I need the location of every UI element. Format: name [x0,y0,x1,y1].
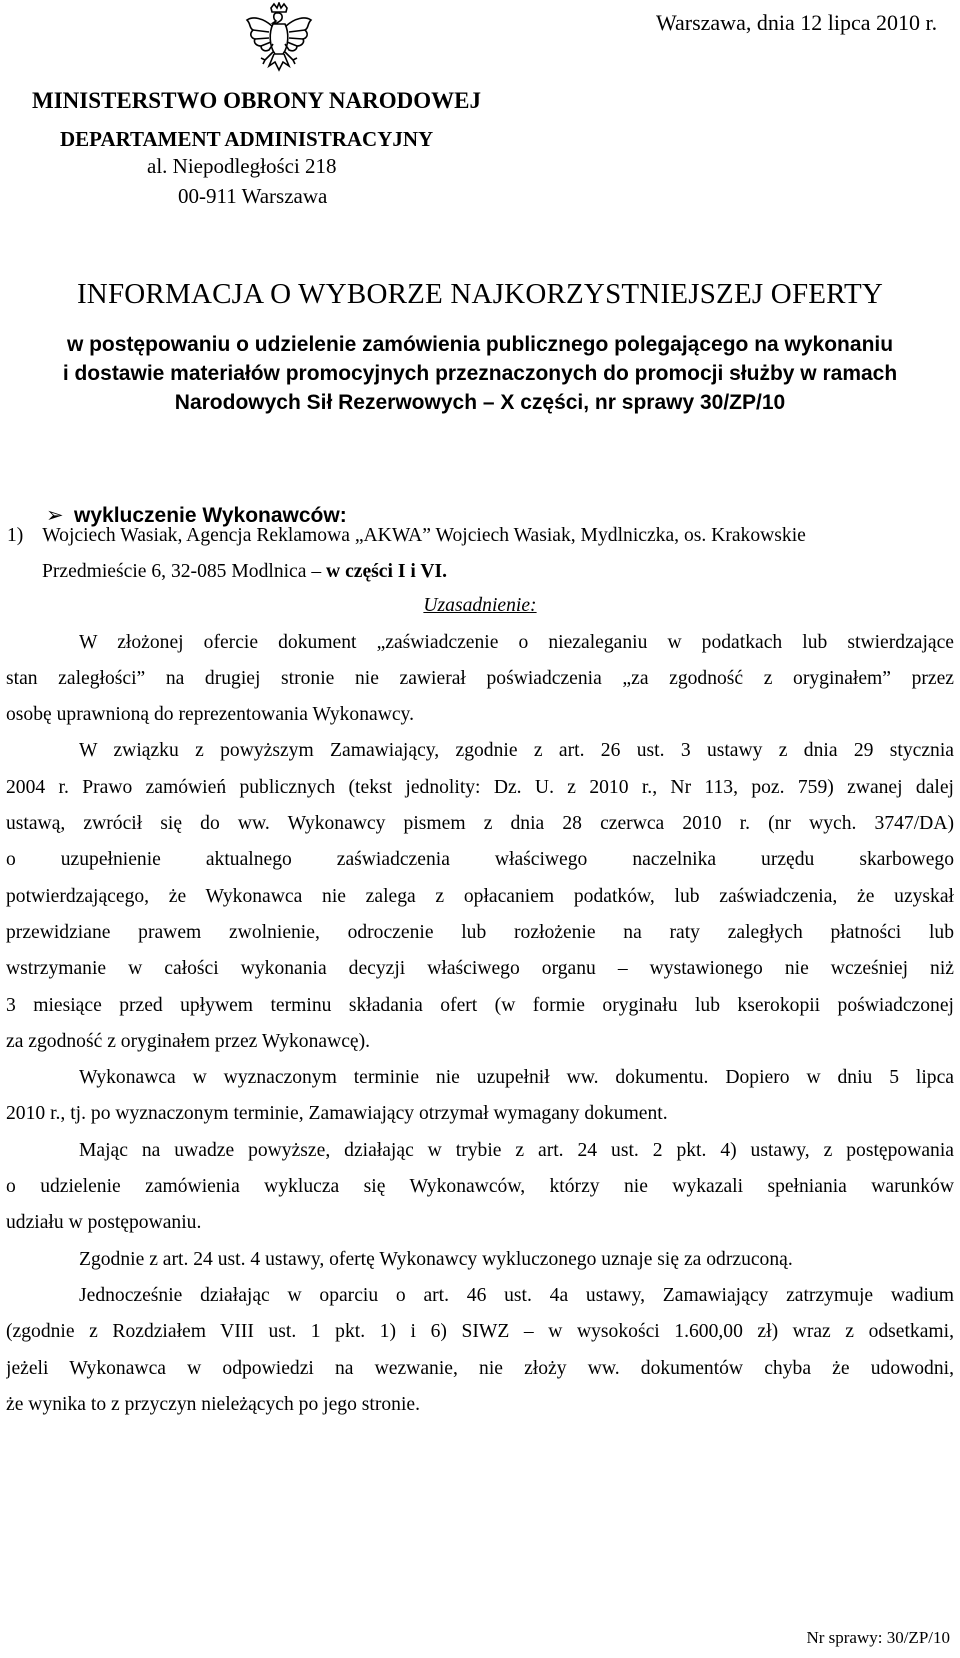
paragraph-line: (zgodnie z Rozdziałem VIII ust. 1 pkt. 1) i 6) SIWZ – w wysokości 1.600,00 zł) wraz z odsetkami, [6,1321,954,1343]
document-title: INFORMACJA O WYBORZE NAJKORZYSTNIEJSZEJ OFERTY [76,278,884,310]
paragraph-line: za zgodność z oryginałem przez Wykonawcę). [6,1030,371,1052]
document-subtitle [0,330,960,417]
polish-eagle-emblem-icon [243,2,315,78]
paragraph-line: o uzupełnienie aktualnego zaświadczenia właściwego naczelnika urzędu skarbowego [6,849,954,871]
sender-ministry: MINISTERSTWO OBRONY NARODOWEJ [32,88,481,113]
paragraph-line: o udzielenie zamówienia wyklucza się Wykonawców, którzy nie wykazali spełniania warunków [6,1176,954,1198]
document-body [6,518,954,1423]
subtitle-line: w postępowaniu o udzielenie zamówienia publicznego polegającego na wykonaniu [66,333,894,356]
paragraph-line: 2010 r., tj. po wyznaczonym terminie, Zamawiający otrzymał wymagany dokument. [6,1103,668,1125]
paragraph-line: udziału w postępowaniu. [6,1212,202,1234]
arrow-bullet-icon: ➢ [46,504,64,527]
excluded-contractor-item [6,518,954,554]
justification-label: Uzasadnienie: [423,594,537,616]
paragraph-line: ustawą, zwrócił się do ww. Wykonawcy pismem z dnia 28 czerwca 2010 r. (nr wych. 3747/DA) [6,813,954,835]
paragraph-line: Zgodnie z art. 24 ust. 4 ustawy, ofertę Wykonawcy wykluczonego uznaje się za odrzuconą. [79,1248,793,1270]
sender-street: al. Niepodległości 218 [147,154,337,178]
item-line-plain: Przedmieście 6, 32-085 Modlnica – [42,561,327,583]
paragraph-line: jeżeli Wykonawca w odpowiedzi na wezwanie, nie złoży ww. dokumentów chyba że udowodni, [6,1357,954,1379]
paragraph-line: W związku z powyższym Zamawiający, zgodnie z art. 26 ust. 3 ustawy z dnia 29 stycznia [79,740,954,762]
paragraph-line: wstrzymanie w całości wykonania decyzji właściwego organu – wystawionego nie wcześniej niż [6,958,954,980]
paragraph-line: 3 miesiące przed upływem terminu składania ofert (w formie oryginału lub kserokopii poświadczonej [6,994,954,1016]
paragraph-line: Mając na uwadze powyższe, działając w trybie z art. 24 ust. 2 pkt. 4) ustawy, z postępowania [79,1139,954,1161]
paragraph-line: Jednocześnie działając w oparciu o art. 46 ust. 4a ustawy, Zamawiający zatrzymuje wadium [79,1284,954,1306]
subtitle-line: Narodowych Sił Rezerwowych – X części, nr sprawy 30/ZP/10 [174,391,786,414]
item-number: 1) [7,525,24,546]
paragraph-line: W złożonej ofercie dokument „zaświadczenie o niezaleganiu w podatkach lub stwierdzające [79,631,954,653]
paragraph-line: przewidziane prawem zwolnienie, odroczenie lub rozłożenie na raty zaległych płatności lub [6,921,954,943]
paragraph-line: 2004 r. Prawo zamówień publicznych (tekst jednolity: Dz. U. z 2010 r., Nr 113, poz. 759) zwanej dalej [6,776,954,798]
paragraph-line: osobę uprawnioną do reprezentowania Wykonawcy. [6,704,414,726]
paragraph-line: że wynika to z przyczyn nieleżących po jego stronie. [6,1393,421,1415]
subtitle-line: i dostawie materiałów promocyjnych przeznaczonych do promocji służby w ramach [62,362,898,385]
paragraph-line: stan zaległości” na drugiej stronie nie zawierał poświadczenia „za zgodność z oryginałem” przez [6,667,954,689]
case-number-footer: Nr sprawy: 30/ZP/10 [806,1628,950,1647]
sender-city: 00-911 Warszawa [178,184,328,208]
sender-department: DEPARTAMENT ADMINISTRACYJNY [60,127,434,151]
paragraph-line: potwierdzającego, że Wykonawca nie zalega z opłacaniem podatków, lub zaświadczenia, że uzyskał [6,885,954,907]
item-line: Wojciech Wasiak, Agencja Reklamowa „AKWA” Wojciech Wasiak, Mydlniczka, os. Krakowskie [42,525,806,546]
item-line-2 [6,554,954,590]
section-heading-text: wykluczenie Wykonawców: [74,504,347,527]
justification-label-row [6,591,954,625]
paragraph-line: Wykonawca w wyznaczonym terminie nie uzupełnił ww. dokumentu. Dopiero w dniu 5 lipca [79,1067,954,1089]
document-date: Warszawa, dnia 12 lipca 2010 r. [656,10,938,35]
item-line-bold: w części I i VI. [326,561,448,583]
